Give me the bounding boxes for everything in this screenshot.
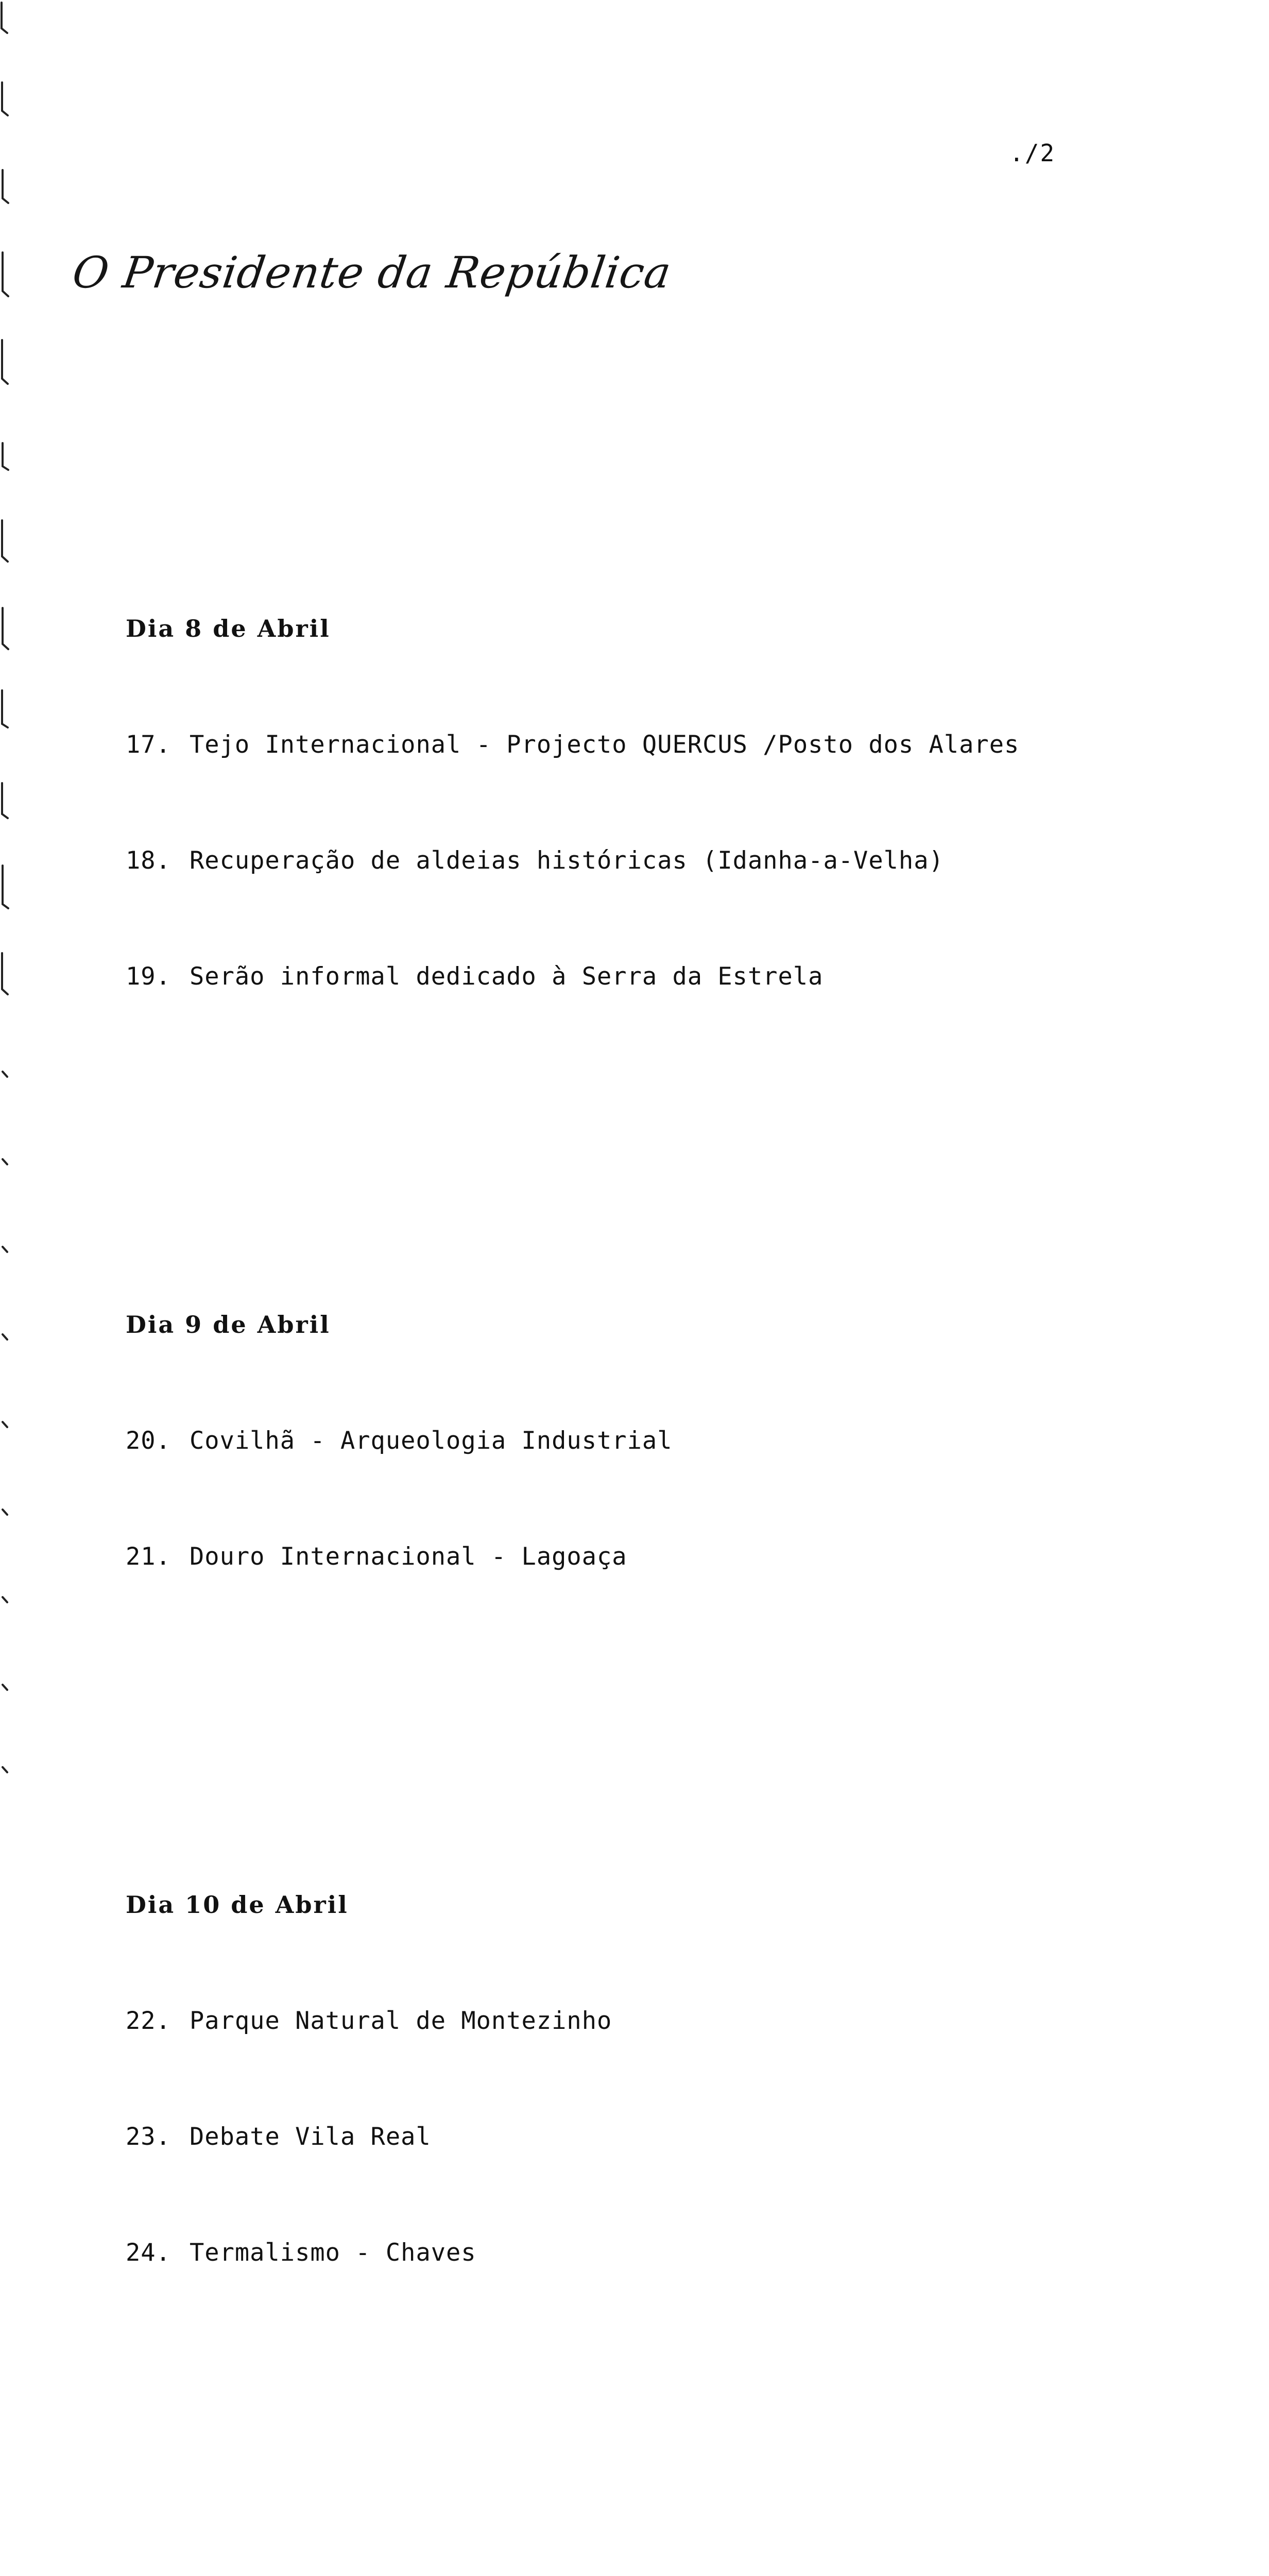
list-item [126, 1421, 1156, 1460]
day-block [126, 532, 1156, 1073]
item-number: 20. [126, 1427, 171, 1455]
item-text: Termalismo - Chaves [190, 2239, 476, 2267]
item-text: Parque Natural de Montezinho [190, 2007, 612, 2035]
schedule [126, 416, 1156, 2576]
item-number: 21. [126, 1543, 171, 1571]
item-text: Covilhã - Arqueologia Industrial [190, 1427, 673, 1455]
letterhead: O Presidente da República [70, 247, 675, 298]
item-text: Douro Internacional - Lagoaça [190, 1543, 627, 1571]
item-text: Recuperação de aldeias históricas (Idanha-a-Velha) [190, 846, 944, 875]
list-item [126, 841, 1156, 880]
list-item [126, 957, 1156, 996]
item-number: 19. [126, 962, 171, 991]
item-text: Serão informal dedicado à Serra da Estrela [190, 962, 824, 991]
day-block [126, 2504, 1156, 2576]
item-number: 23. [126, 2123, 171, 2151]
list-item [126, 2233, 1156, 2272]
list-item [126, 725, 1156, 764]
item-number: 18. [126, 846, 171, 875]
item-text: Tejo Internacional - Projecto QUERCUS /Posto dos Alares [190, 731, 1020, 759]
item-number: 24. [126, 2239, 171, 2267]
day-heading: Dia 9 de Abril [126, 1311, 331, 1338]
item-text: Debate Vila Real [190, 2123, 431, 2151]
day-block [126, 1228, 1156, 1653]
day-heading: Dia 10 de Abril [126, 1891, 349, 1919]
page-number: ./2 [1009, 139, 1056, 167]
list-item [126, 1537, 1156, 1576]
item-number: 22. [126, 2007, 171, 2035]
item-number: 17. [126, 731, 171, 759]
day-block [126, 1808, 1156, 2349]
list-item [126, 2002, 1156, 2040]
list-item [126, 2117, 1156, 2156]
day-heading: Dia 8 de Abril [126, 615, 331, 642]
binder-marks [0, 0, 21, 1805]
